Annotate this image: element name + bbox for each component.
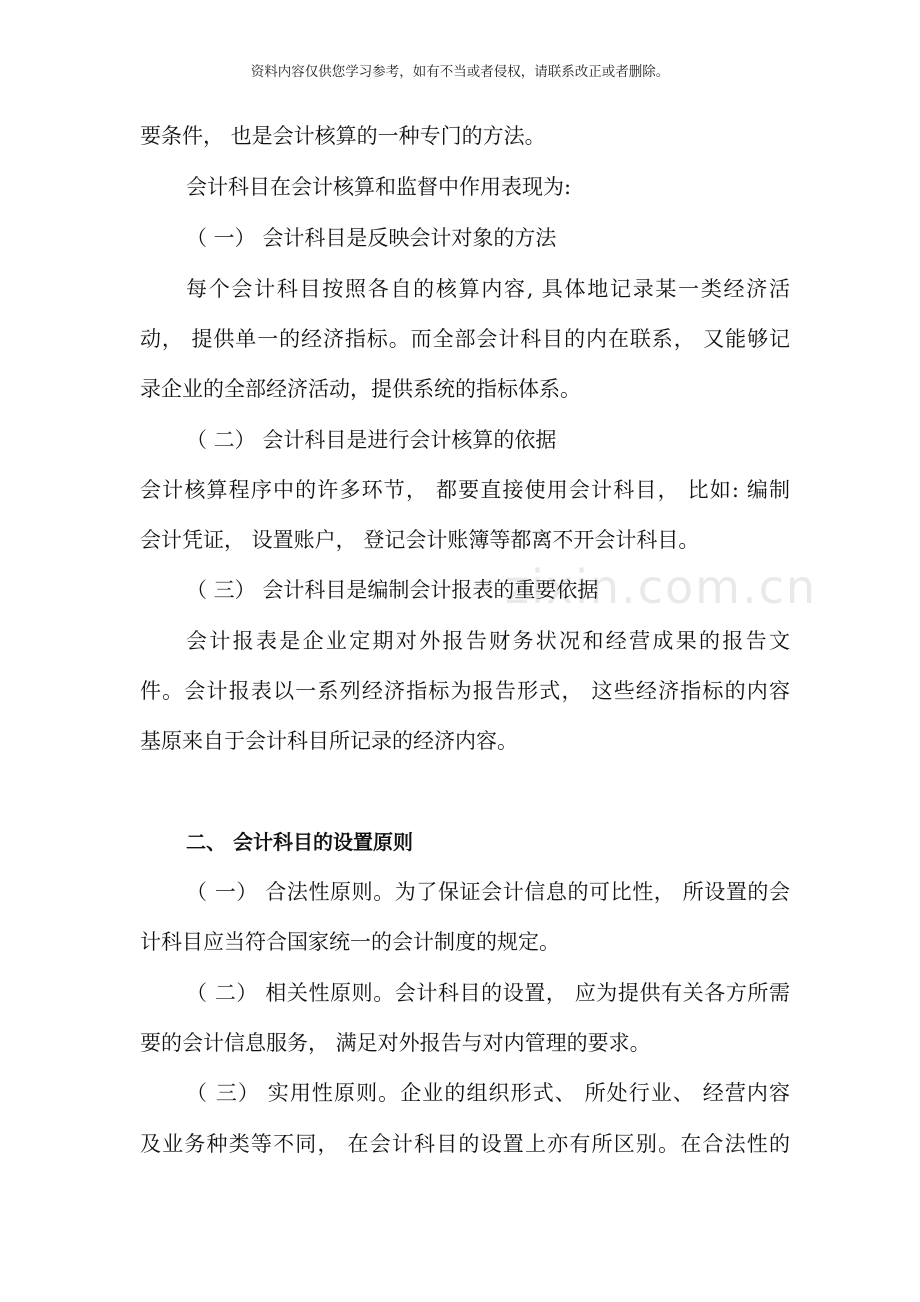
subheading-line: （ 一） 会计科目是反映会计对象的方法	[186, 226, 557, 250]
watermark: zixin.com.cn	[505, 560, 818, 614]
paragraph-line: 录企业的全部经济活动，提供系统的指标体系。	[140, 377, 581, 401]
paragraph-line: 会计报表是企业定期对外报告财务状况和经营成果的报告文	[186, 629, 790, 653]
paragraph-line: （ 二） 相关性原则。会计科目的设置， 应为提供有关各方所需	[186, 981, 790, 1005]
paragraph-line: 会计凭证， 设置账户， 登记会计账簿等都离不开会计科目。	[140, 528, 700, 552]
paragraph-line: 会计科目在会计核算和监督中作用表现为:	[186, 175, 572, 199]
paragraph-line: 动， 提供单一的经济指标。而全部会计科目的内在联系， 又能够记	[140, 327, 790, 351]
subheading-line: （ 三） 会计科目是编制会计报表的重要依据	[186, 578, 599, 602]
section-heading: 二、 会计科目的设置原则	[186, 830, 413, 854]
paragraph-line: 每个会计科目按照各自的核算内容, 具体地记录某一类经济活	[186, 277, 790, 301]
header-disclaimer: 资料内容仅供您学习参考，如有不当或者侵权，请联系改正或者删除。	[250, 64, 670, 80]
subheading-line: （ 二） 会计科目是进行会计核算的依据	[186, 428, 557, 452]
paragraph-line: 会计核算程序中的许多环节， 都要直接使用会计科目， 比如: 编制	[140, 478, 790, 502]
paragraph-line: （ 一） 合法性原则。为了保证会计信息的可比性， 所设置的会	[186, 880, 790, 904]
paragraph-line: 要条件， 也是会计核算的一种专门的方法。	[140, 124, 546, 148]
paragraph-line: 件。会计报表以一系列经济指标为报告形式， 这些经济指标的内容	[140, 679, 790, 703]
paragraph-line: 及业务种类等不同， 在会计科目的设置上亦有所区别。在合法性的	[140, 1132, 790, 1156]
paragraph-line: （ 三） 实用性原则。企业的组织形式、 所处行业、 经营内容	[186, 1081, 790, 1105]
paragraph-line: 要的会计信息服务， 满足对外报告与对内管理的要求。	[140, 1031, 651, 1055]
paragraph-line: 基原来自于会计科目所记录的经济内容。	[140, 729, 518, 753]
paragraph-line: 计科目应当符合国家统一的会计制度的规定。	[140, 930, 560, 954]
